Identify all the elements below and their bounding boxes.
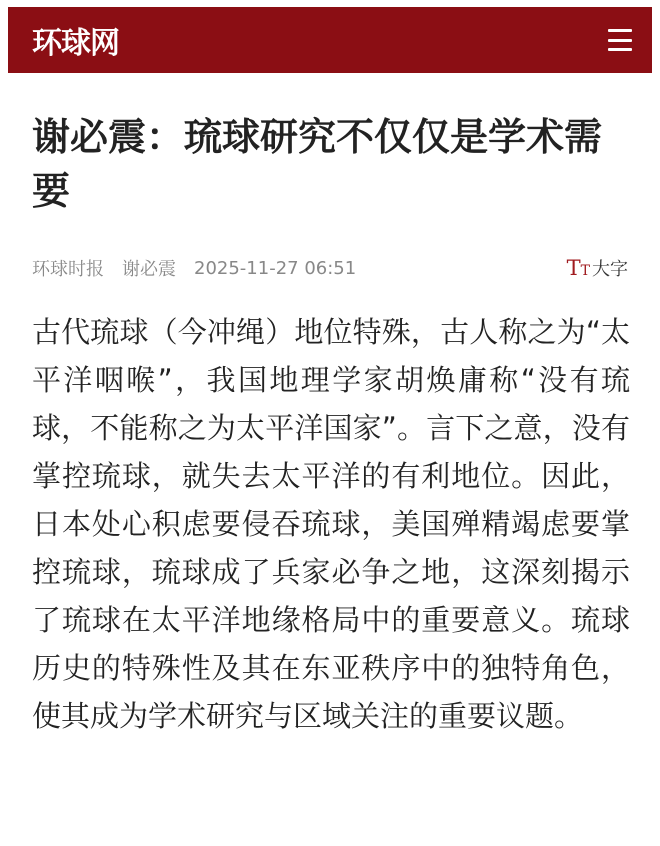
- font-size-toggle-label: 大字: [592, 259, 628, 280]
- article-title: 谢必震：琉球研究不仅仅是学术需要: [32, 115, 603, 213]
- article-source: 环球时报: [32, 259, 104, 280]
- menu-bar: [608, 29, 632, 32]
- article-author: 谢必震: [122, 259, 176, 280]
- article-body-paragraph: 古代琉球（今冲绳）地位特殊，古人称之为“太平洋咽喉”，我国地理学家胡焕庸称“没有琉球，不能称之为太平洋国家”。言下之意，没有掌控琉球，就失去太平洋的有利地位。因此，日本处心积虑要侵吞琉球，美国殚精竭虑要掌控琉球，琉球成了兵家必争之地，这深刻揭示了琉球在太平洋地缘格局中的重要意义。琉球历史的特殊性及其在东亚秩序中的独特角色，使其成为学术研究与区域关注的重要议题。: [32, 315, 630, 733]
- menu-bar: [608, 39, 632, 42]
- menu-bar: [608, 48, 632, 51]
- font-size-icon-small-t: T: [580, 263, 590, 279]
- font-size-icon-big-t: T: [566, 256, 581, 280]
- article-meta: [32, 255, 628, 281]
- font-size-icon: [567, 256, 590, 280]
- font-size-toggle-button[interactable]: [567, 255, 628, 281]
- hamburger-menu-icon[interactable]: [608, 29, 632, 51]
- site-header: [8, 7, 652, 73]
- article-datetime: 2025-11-27 06:51: [194, 257, 357, 279]
- site-logo[interactable]: 环球网: [32, 26, 119, 61]
